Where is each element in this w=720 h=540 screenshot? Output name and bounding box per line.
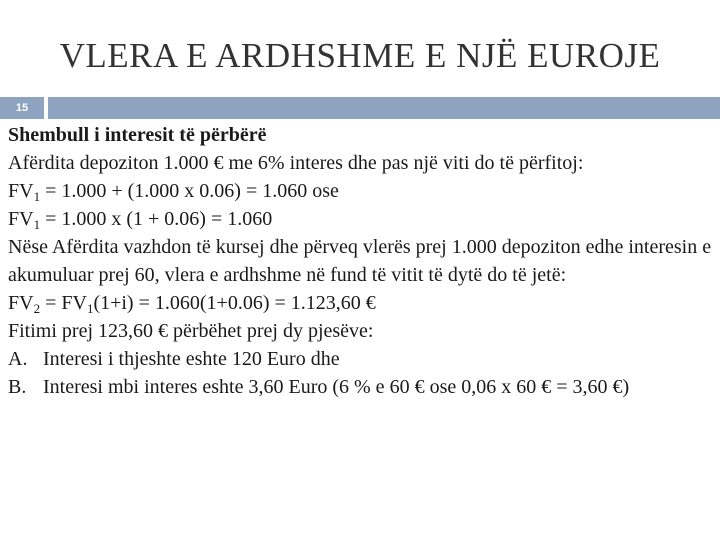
intro-line: Afërdita depoziton 1.000 € me 6% interes dhe pas një viti do të përfitoj: [8,152,584,174]
fv2-expression: (1+i) = 1.060(1+0.06) = 1.123,60 € [93,292,376,314]
fv-subscript: 1 [33,217,41,232]
fv-label: FV [8,180,34,202]
fv-label: FV [8,208,34,230]
slide-body [8,121,714,401]
slide-number: 15 [0,97,44,119]
fv-subscript: 2 [33,301,41,316]
fv2-mid: = FV [40,292,87,314]
fv2-formula [8,289,714,317]
list-item [8,373,714,401]
list-item [8,345,714,373]
fv1-formula-a [8,177,714,205]
slide-title: VLERA E ARDHSHME E NJË EUROJE [59,36,661,75]
fv-label: FV [8,292,34,314]
profit-line: Fitimi prej 123,60 € përbëhet prej dy pjesëve: [8,320,374,342]
fv1-formula-b [8,205,714,233]
fv1-b-expression: = 1.000 x (1 + 0.06) = 1.060 [40,208,273,230]
example-heading: Shembull i interesit të përbërë [8,124,267,146]
list-item-text: Interesi mbi interes eshte 3,60 Euro (6 % e 60 € ose 0,06 x 60 € = 3,60 €) [43,376,630,398]
list-marker: B. [8,376,27,398]
title-rule-bar [48,97,720,119]
fv-subscript: 1 [86,301,94,316]
list-marker: A. [8,348,28,370]
list-item-text: Interesi i thjeshte eshte 120 Euro dhe [43,348,340,370]
fv1-a-expression: = 1.000 + (1.000 x 0.06) = 1.060 ose [40,180,339,202]
fv-subscript: 1 [33,189,41,204]
explanation-paragraph: Nëse Afërdita vazhdon të kursej dhe përveq vlerës prej 1.000 depoziton edhe interesin e akumuluar prej 60, vlera e ardhshme në fund të vitit të dytë do të jetë: [8,236,712,286]
